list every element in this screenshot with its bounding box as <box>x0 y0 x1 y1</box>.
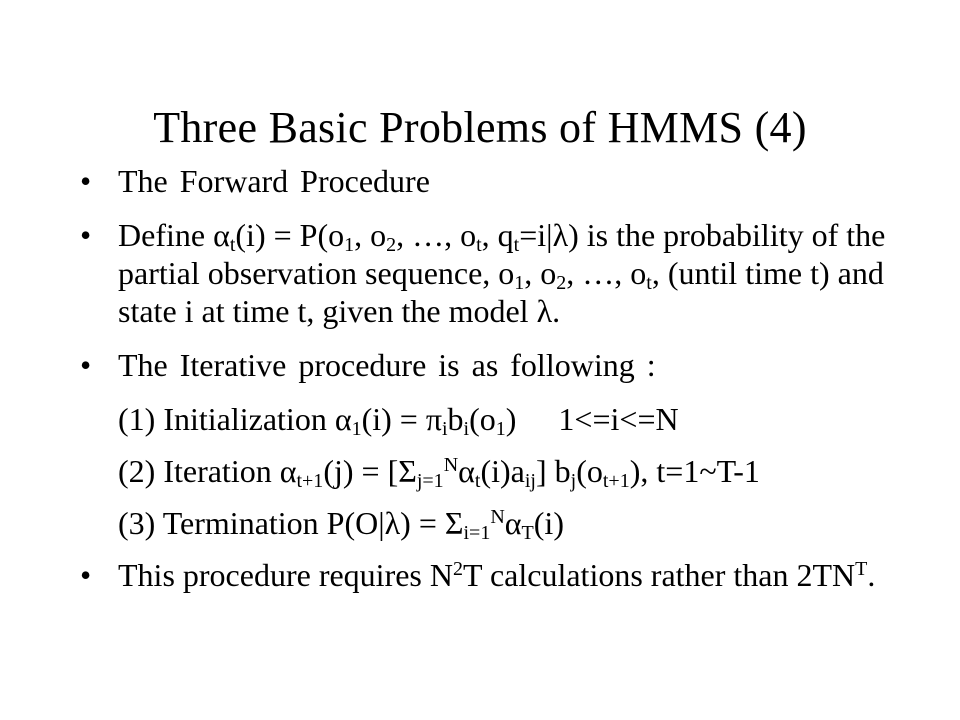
bullet-dot: • <box>80 347 92 383</box>
step-iteration: (2) Iteration $\alpha_{t+1}(j) = [\Sigma_{j=1}^N\alpha_t(i)a_{ij}]$ $b_j(o_{t+1})$, t=1~T-1 <box>118 453 760 492</box>
step-initialization: (1) Initialization $\alpha_1(i) = \pi_ib_i(o_1)$ 1<=i<=N <box>118 401 679 440</box>
bullet-dot: • <box>80 557 92 593</box>
step-termination: (3) Termination $P(O|\lambda) = \Sigma_{i=1}^N\alpha_T(i)$ <box>118 505 564 544</box>
slide-title: Three Basic Problems of HMMS (4) <box>153 103 807 152</box>
complexity-text: This procedure requires $N^2T$ calculations rather than $2TN^T$. <box>118 557 876 593</box>
bullet-dot: • <box>80 163 92 199</box>
definition-text: Define $\alpha_t(i) = P(o_1$, $o_2$, …, $o_t$, $q_t=i|\lambda$) is the probability of the partial observation sequence, $o_1$, $o_2$, …, $o_t$, (until time t) and state i at time t, given the model λ. <box>118 217 886 329</box>
bullet-text: The Forward Procedure <box>118 163 430 199</box>
bullet-definition <box>80 216 900 330</box>
bullet-dot: • <box>80 217 92 253</box>
bullet-complexity <box>80 556 900 594</box>
bullet-iterative-procedure <box>80 346 900 384</box>
bullet-text: The Iterative procedure is as following : <box>118 347 656 383</box>
bullet-forward-procedure <box>80 162 900 200</box>
slide-content <box>80 162 900 610</box>
